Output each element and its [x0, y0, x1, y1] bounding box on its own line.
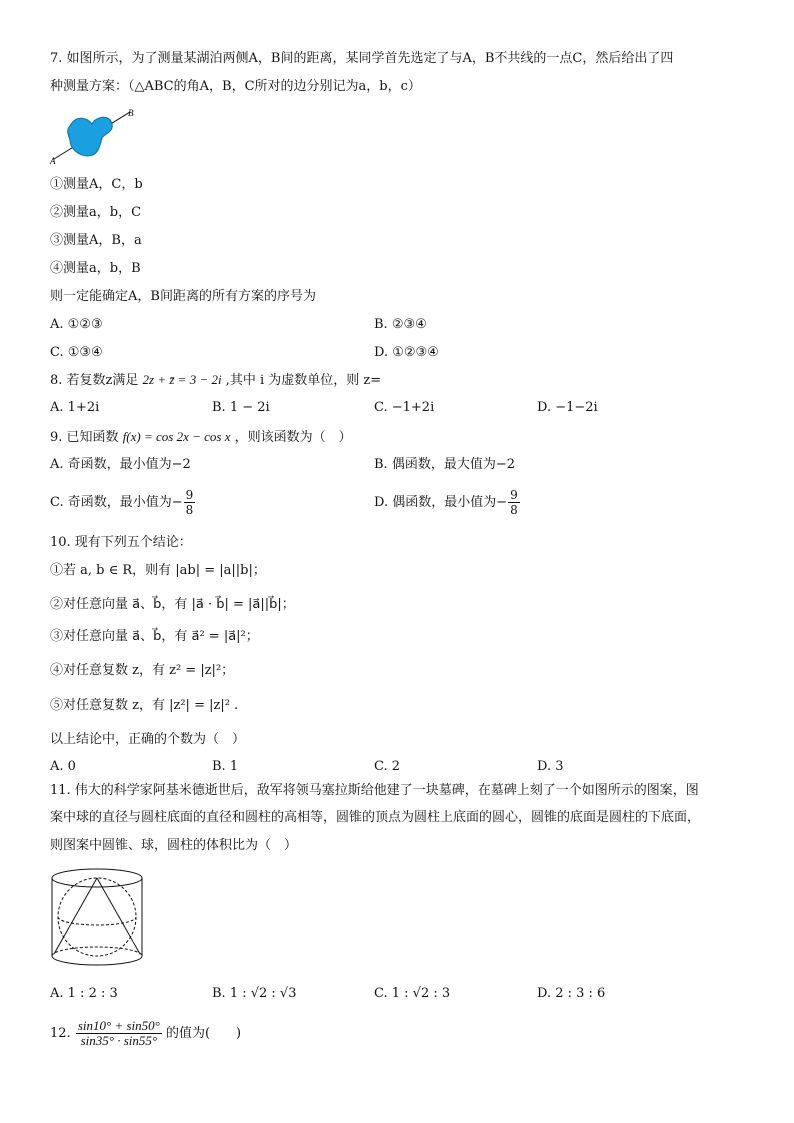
q8-option-b[interactable]: B. 1 − 2i [212, 400, 270, 415]
q7-scheme2: ②测量a，b，C [50, 205, 142, 220]
q9-c-frac-num: 9 [185, 488, 194, 502]
q9-option-c-text: C. 奇函数，最小值为− [50, 495, 183, 510]
q10-question: 以上结论中，正确的个数为（ ） [50, 732, 246, 747]
q7-question: 则一定能确定A，B间距离的所有方案的序号为 [50, 289, 316, 304]
q10-option-a[interactable]: A. 0 [50, 759, 76, 774]
cylinder-sphere-cone-figure [48, 864, 146, 974]
fig-label-b: B [128, 108, 134, 118]
q9-stem [50, 428, 352, 447]
q9-option-c[interactable] [50, 485, 195, 521]
q7-option-a[interactable]: A. ①②③ [50, 317, 103, 332]
q9-option-d-fraction [508, 488, 520, 517]
q7-option-d[interactable]: D. ①②③④ [374, 345, 439, 360]
q12-stem [50, 1016, 241, 1052]
q7-scheme3: ③测量A，B，a [50, 233, 142, 248]
q9-d-frac-den: 8 [510, 503, 518, 517]
q8-option-c[interactable]: C. −1+2i [374, 400, 435, 415]
q9-c-frac-den: 8 [185, 503, 194, 517]
q12-frac-num: sin10° + sin50° [77, 1018, 160, 1033]
q9-option-d[interactable] [374, 485, 520, 521]
q12-frac-den: sin35° · sin55° [80, 1033, 158, 1048]
q10-option-d[interactable]: D. 3 [537, 759, 564, 774]
q9-stem-post: ，则该函数为（ ） [234, 430, 352, 445]
q7-option-b[interactable]: B. ②③④ [374, 317, 427, 332]
q9-option-a[interactable]: A. 奇函数，最小值为−2 [50, 457, 191, 472]
q9-d-frac-num: 9 [510, 488, 518, 502]
q10-conclusion-1: ①若 a, b ∈ R，则有 |ab| = |a||b|； [50, 563, 266, 578]
lake-figure [48, 104, 138, 166]
q8-stem-post: ,其中 i 为虚数单位，则 z= [225, 373, 382, 388]
q12-stem-post: 的值为( ) [165, 1026, 242, 1041]
q7-scheme4: ④测量a，b，B [50, 261, 141, 276]
q11-option-b[interactable]: B. 1 : √2 : √3 [212, 986, 297, 1001]
q7-option-c[interactable]: C. ①③④ [50, 345, 103, 360]
q11-option-a[interactable]: A. 1 : 2 : 3 [50, 986, 118, 1001]
q10-conclusion-2: ②对任意向量 a⃗、b⃗，有 |a⃗ · b⃗| = |a⃗||b⃗|； [50, 597, 295, 612]
q11-line3: 则图案中圆锥、球，圆柱的体积比为（ ） [50, 838, 298, 853]
q11-option-c[interactable]: C. 1 : √2 : 3 [374, 986, 451, 1001]
q11-line1: 11. 伟大的科学家阿基米德逝世后，敌军将领马塞拉斯给他建了一块墓碑，在墓碑上刻了一个如图所示的图案，图 [50, 783, 699, 798]
q9-equation: f(x) = cos 2x − cos x [122, 429, 231, 444]
q11-option-d[interactable]: D. 2 : 3 : 6 [537, 986, 606, 1001]
q12-fraction [76, 1019, 162, 1048]
q7-line1: 7. 如图所示，为了测量某湖泊两侧A，B间的距离，某同学首先选定了与A，B不共线的一点C，然后给出了四 [50, 51, 674, 66]
q8-equation: 2z + z̄ = 3 − 2i [142, 372, 222, 387]
q7-line2: 种测量方案：（△ABC的角A，B，C所对的边分别记为a，b，c） [50, 79, 421, 94]
q9-stem-pre: 9. 已知函数 [50, 430, 119, 445]
fig-label-a: A [50, 156, 56, 166]
q10-conclusion-5: ⑤对任意复数 z，有 |z²| = |z|² . [50, 698, 239, 713]
q10-conclusion-3: ③对任意向量 a⃗、b⃗，有 a⃗² = |a⃗|²； [50, 629, 259, 644]
q8-option-d[interactable]: D. −1−2i [537, 400, 598, 415]
q8-option-a[interactable]: A. 1+2i [50, 400, 100, 415]
q9-option-b[interactable]: B. 偶函数，最大值为−2 [374, 457, 515, 472]
q10-option-c[interactable]: C. 2 [374, 759, 401, 774]
q11-line2: 案中球的直径与圆柱底面的直径和圆柱的高相等，圆锥的顶点为圆柱上底面的圆心，圆锥的底面是圆柱的下底面， [50, 810, 701, 825]
q10-option-b[interactable]: B. 1 [212, 759, 239, 774]
q7-scheme1: ①测量A，C，b [50, 177, 143, 192]
q8-stem [50, 371, 381, 390]
q9-option-d-text: D. 偶函数，最小值为− [374, 495, 508, 510]
q10-stem: 10. 现有下列五个结论： [50, 535, 192, 550]
q8-stem-pre: 8. 若复数z满足 [50, 373, 139, 388]
q12-number: 12. [50, 1026, 71, 1041]
q10-conclusion-4: ④对任意复数 z，有 z² = |z|²； [50, 663, 235, 678]
q9-option-c-fraction [184, 488, 196, 517]
